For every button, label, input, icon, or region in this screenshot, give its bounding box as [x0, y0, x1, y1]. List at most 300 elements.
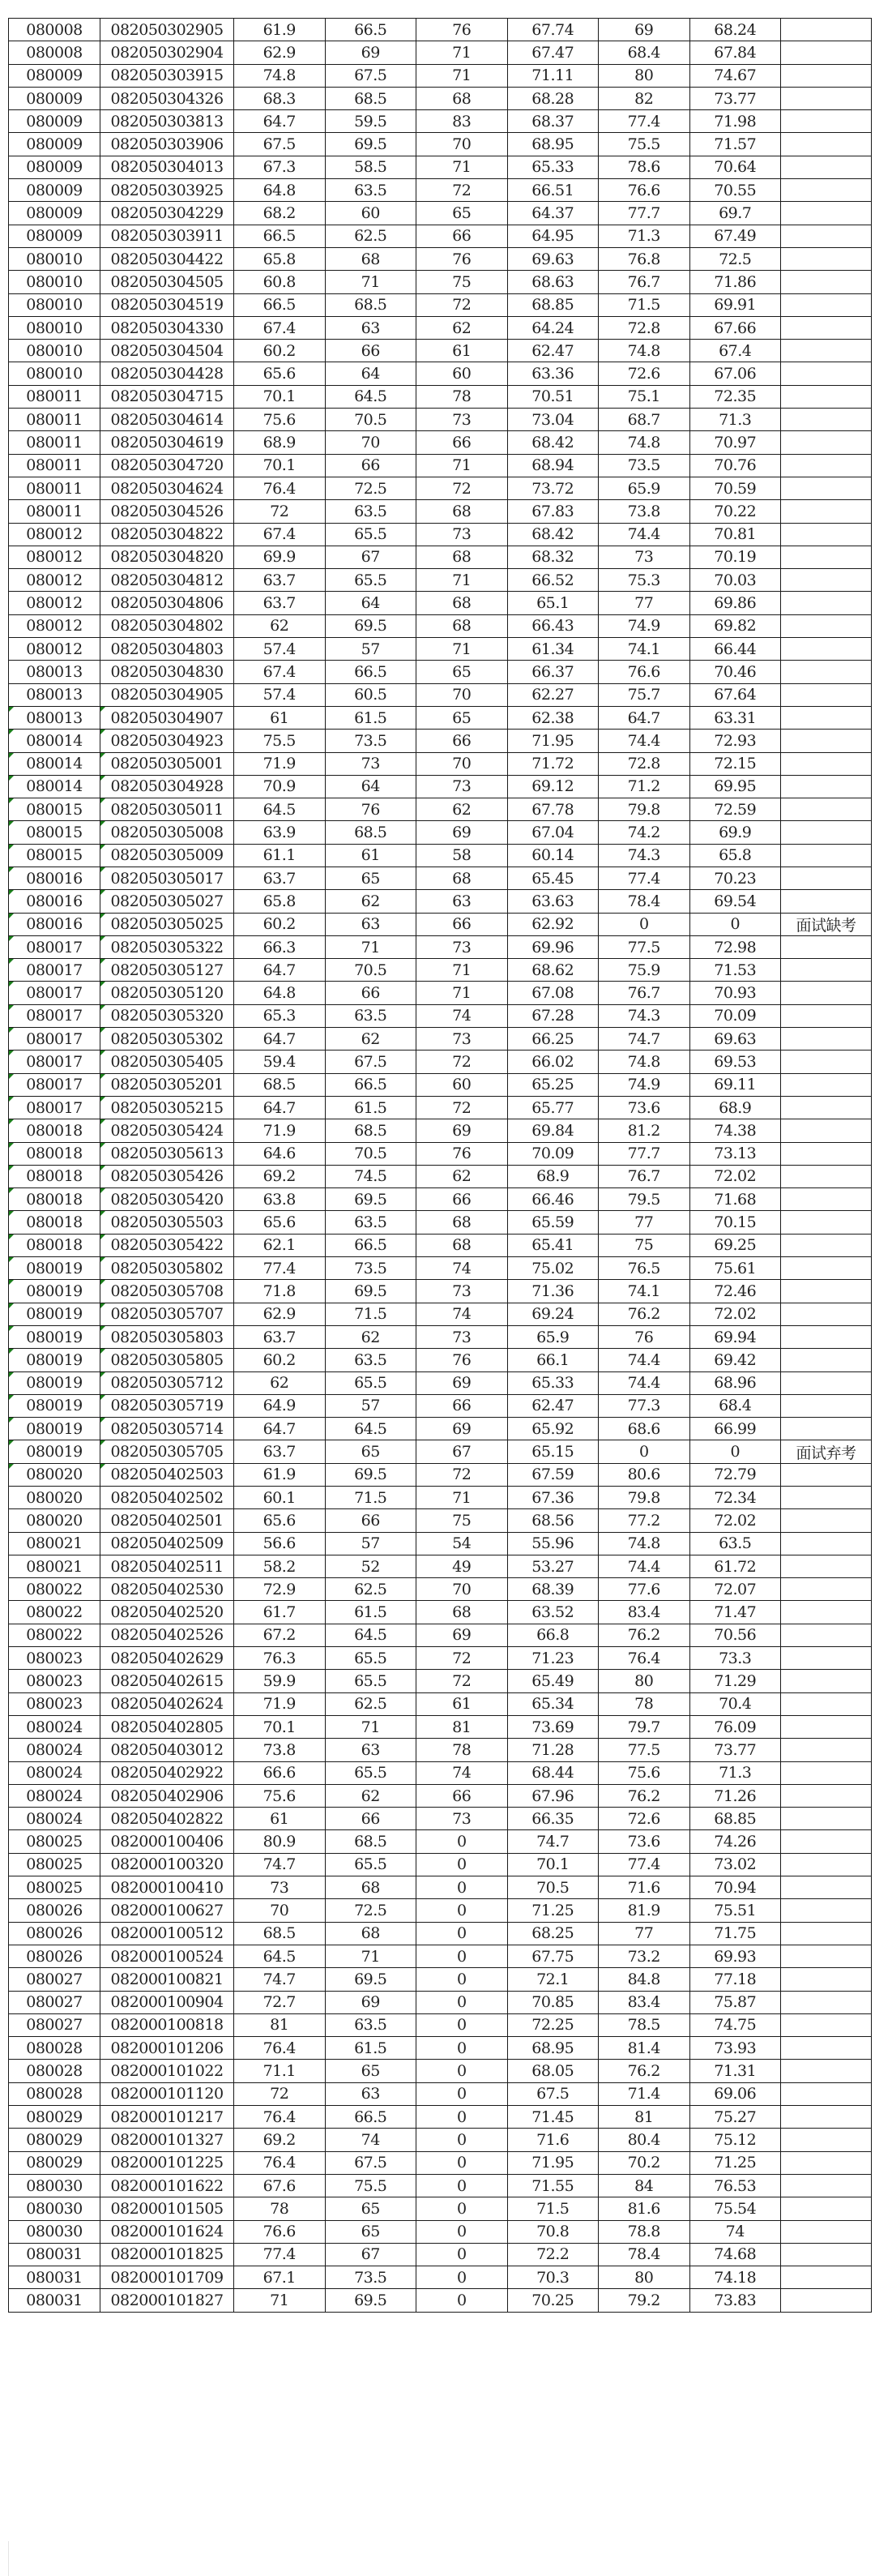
remark-cell[interactable]: [781, 2174, 872, 2197]
score-c-cell[interactable]: 74: [416, 1303, 508, 1325]
exam-number-cell[interactable]: 082050402526: [100, 1624, 234, 1646]
exam-number-cell[interactable]: 082050402509: [100, 1532, 234, 1555]
score-c-cell[interactable]: 0: [416, 2220, 508, 2243]
score-b-cell[interactable]: 74: [325, 2129, 416, 2151]
interview-score-cell[interactable]: 74.7: [599, 1028, 690, 1051]
score-c-cell[interactable]: 62: [416, 1165, 508, 1187]
interview-score-cell[interactable]: 0: [599, 1440, 690, 1463]
score-a-cell[interactable]: 76.4: [234, 2037, 326, 2060]
score-b-cell[interactable]: 65.5: [325, 523, 416, 546]
remark-cell[interactable]: [781, 202, 872, 225]
position-code-cell[interactable]: 080015: [9, 821, 100, 844]
final-total-cell[interactable]: 69.95: [689, 775, 781, 798]
remark-cell[interactable]: [781, 247, 872, 270]
final-total-cell[interactable]: 71.31: [689, 2060, 781, 2082]
remark-cell[interactable]: [781, 179, 872, 202]
written-total-cell[interactable]: 70.1: [507, 1853, 599, 1876]
final-total-cell[interactable]: 70.46: [689, 661, 781, 683]
interview-score-cell[interactable]: 76.7: [599, 982, 690, 1004]
remark-cell[interactable]: [781, 1096, 872, 1119]
score-a-cell[interactable]: 60.2: [234, 1349, 326, 1371]
interview-score-cell[interactable]: 76.4: [599, 1647, 690, 1670]
score-b-cell[interactable]: 65.5: [325, 1761, 416, 1784]
score-c-cell[interactable]: 73: [416, 1028, 508, 1051]
remark-cell[interactable]: [781, 2037, 872, 2060]
final-total-cell[interactable]: 71.75: [689, 1922, 781, 1945]
remark-cell[interactable]: [781, 1808, 872, 1830]
position-code-cell[interactable]: 080015: [9, 844, 100, 867]
score-c-cell[interactable]: 72: [416, 1051, 508, 1073]
final-total-cell[interactable]: 76.09: [689, 1715, 781, 1738]
position-code-cell[interactable]: 080017: [9, 1004, 100, 1027]
exam-number-cell[interactable]: 082000101120: [100, 2082, 234, 2105]
remark-cell[interactable]: [781, 1739, 872, 1761]
score-b-cell[interactable]: 64: [325, 592, 416, 614]
score-c-cell[interactable]: 0: [416, 2037, 508, 2060]
interview-score-cell[interactable]: 73.5: [599, 454, 690, 477]
score-b-cell[interactable]: 63.5: [325, 2013, 416, 2036]
exam-number-cell[interactable]: 082050305302: [100, 1028, 234, 1051]
score-c-cell[interactable]: 0: [416, 1922, 508, 1945]
score-c-cell[interactable]: 0: [416, 2266, 508, 2289]
score-b-cell[interactable]: 58.5: [325, 156, 416, 178]
written-total-cell[interactable]: 70.85: [507, 1991, 599, 2013]
exam-number-cell[interactable]: 082050402502: [100, 1487, 234, 1509]
score-a-cell[interactable]: 67.4: [234, 661, 326, 683]
score-c-cell[interactable]: 62: [416, 798, 508, 821]
position-code-cell[interactable]: 080010: [9, 247, 100, 270]
position-code-cell[interactable]: 080030: [9, 2174, 100, 2197]
score-a-cell[interactable]: 62: [234, 614, 326, 637]
score-b-cell[interactable]: 71.5: [325, 1487, 416, 1509]
final-total-cell[interactable]: 67.84: [689, 41, 781, 64]
score-c-cell[interactable]: 65: [416, 202, 508, 225]
interview-score-cell[interactable]: 73.6: [599, 1830, 690, 1853]
score-b-cell[interactable]: 67: [325, 546, 416, 568]
score-b-cell[interactable]: 62: [325, 890, 416, 913]
score-a-cell[interactable]: 60.8: [234, 271, 326, 293]
final-total-cell[interactable]: 70.19: [689, 546, 781, 568]
score-c-cell[interactable]: 76: [416, 1142, 508, 1165]
remark-cell[interactable]: [781, 1830, 872, 1853]
written-total-cell[interactable]: 62.47: [507, 340, 599, 362]
position-code-cell[interactable]: 080031: [9, 2243, 100, 2266]
score-c-cell[interactable]: 75: [416, 271, 508, 293]
final-total-cell[interactable]: 0: [689, 913, 781, 935]
position-code-cell[interactable]: 080030: [9, 2197, 100, 2220]
score-a-cell[interactable]: 74.7: [234, 1853, 326, 1876]
score-a-cell[interactable]: 66.6: [234, 1761, 326, 1784]
position-code-cell[interactable]: 080018: [9, 1188, 100, 1211]
score-a-cell[interactable]: 63.7: [234, 867, 326, 889]
exam-number-cell[interactable]: 082050305714: [100, 1418, 234, 1440]
score-c-cell[interactable]: 69: [416, 1371, 508, 1394]
final-total-cell[interactable]: 72.5: [689, 247, 781, 270]
written-total-cell[interactable]: 65.77: [507, 1096, 599, 1119]
final-total-cell[interactable]: 73.3: [689, 1647, 781, 1670]
interview-score-cell[interactable]: 76.6: [599, 661, 690, 683]
position-code-cell[interactable]: 080019: [9, 1394, 100, 1417]
position-code-cell[interactable]: 080014: [9, 730, 100, 752]
final-total-cell[interactable]: 72.35: [689, 385, 781, 408]
remark-cell[interactable]: [781, 1051, 872, 1073]
final-total-cell[interactable]: 72.02: [689, 1303, 781, 1325]
final-total-cell[interactable]: 66.44: [689, 638, 781, 661]
final-total-cell[interactable]: 70.15: [689, 1211, 781, 1234]
score-a-cell[interactable]: 67.1: [234, 2266, 326, 2289]
final-total-cell[interactable]: 67.49: [689, 225, 781, 247]
score-c-cell[interactable]: 68: [416, 592, 508, 614]
exam-number-cell[interactable]: 082050304715: [100, 385, 234, 408]
score-c-cell[interactable]: 68: [416, 867, 508, 889]
written-total-cell[interactable]: 70.3: [507, 2266, 599, 2289]
remark-cell[interactable]: 面试缺考: [781, 913, 872, 935]
position-code-cell[interactable]: 080031: [9, 2266, 100, 2289]
score-a-cell[interactable]: 77.4: [234, 1257, 326, 1280]
written-total-cell[interactable]: 65.92: [507, 1418, 599, 1440]
position-code-cell[interactable]: 080012: [9, 638, 100, 661]
score-c-cell[interactable]: 68: [416, 546, 508, 568]
score-c-cell[interactable]: 74: [416, 1761, 508, 1784]
written-total-cell[interactable]: 66.35: [507, 1808, 599, 1830]
written-total-cell[interactable]: 65.1: [507, 592, 599, 614]
score-a-cell[interactable]: 58.2: [234, 1555, 326, 1577]
score-c-cell[interactable]: 73: [416, 1280, 508, 1303]
position-code-cell[interactable]: 080019: [9, 1418, 100, 1440]
interview-score-cell[interactable]: 77: [599, 1922, 690, 1945]
position-code-cell[interactable]: 080017: [9, 959, 100, 982]
written-total-cell[interactable]: 65.9: [507, 1325, 599, 1348]
interview-score-cell[interactable]: 74.4: [599, 1371, 690, 1394]
remark-cell[interactable]: [781, 1991, 872, 2013]
position-code-cell[interactable]: 080011: [9, 409, 100, 431]
remark-cell[interactable]: [781, 730, 872, 752]
score-b-cell[interactable]: 60.5: [325, 683, 416, 706]
position-code-cell[interactable]: 080013: [9, 683, 100, 706]
remark-cell[interactable]: [781, 454, 872, 477]
final-total-cell[interactable]: 70.64: [689, 156, 781, 178]
final-total-cell[interactable]: 71.26: [689, 1784, 781, 1807]
exam-number-cell[interactable]: 082000100627: [100, 1899, 234, 1922]
position-code-cell[interactable]: 080012: [9, 523, 100, 546]
exam-number-cell[interactable]: 082050305011: [100, 798, 234, 821]
exam-number-cell[interactable]: 082000100410: [100, 1876, 234, 1899]
position-code-cell[interactable]: 080020: [9, 1463, 100, 1486]
exam-number-cell[interactable]: 082050302904: [100, 41, 234, 64]
written-total-cell[interactable]: 68.95: [507, 2037, 599, 2060]
interview-score-cell[interactable]: 72.8: [599, 752, 690, 775]
score-b-cell[interactable]: 70.5: [325, 959, 416, 982]
remark-cell[interactable]: [781, 1670, 872, 1692]
exam-number-cell[interactable]: 082050305008: [100, 821, 234, 844]
final-total-cell[interactable]: 72.79: [689, 1463, 781, 1486]
exam-number-cell[interactable]: 082050305424: [100, 1119, 234, 1142]
score-a-cell[interactable]: 66.3: [234, 935, 326, 958]
exam-number-cell[interactable]: 082050304928: [100, 775, 234, 798]
exam-number-cell[interactable]: 082050305322: [100, 935, 234, 958]
interview-score-cell[interactable]: 77.4: [599, 110, 690, 133]
remark-cell[interactable]: [781, 2289, 872, 2312]
final-total-cell[interactable]: 72.34: [689, 1487, 781, 1509]
exam-number-cell[interactable]: 082000100904: [100, 1991, 234, 2013]
final-total-cell[interactable]: 71.29: [689, 1670, 781, 1692]
score-b-cell[interactable]: 59.5: [325, 110, 416, 133]
score-b-cell[interactable]: 63: [325, 2082, 416, 2105]
score-b-cell[interactable]: 66.5: [325, 2106, 416, 2129]
score-a-cell[interactable]: 69.9: [234, 546, 326, 568]
written-total-cell[interactable]: 72.2: [507, 2243, 599, 2266]
score-b-cell[interactable]: 68: [325, 1922, 416, 1945]
remark-cell[interactable]: [781, 1601, 872, 1624]
position-code-cell[interactable]: 080023: [9, 1670, 100, 1692]
interview-score-cell[interactable]: 76: [599, 1325, 690, 1348]
remark-cell[interactable]: [781, 1647, 872, 1670]
score-b-cell[interactable]: 73: [325, 752, 416, 775]
interview-score-cell[interactable]: 77.5: [599, 935, 690, 958]
remark-cell[interactable]: [781, 1715, 872, 1738]
written-total-cell[interactable]: 68.56: [507, 1509, 599, 1532]
score-a-cell[interactable]: 74.8: [234, 64, 326, 87]
remark-cell[interactable]: [781, 523, 872, 546]
interview-score-cell[interactable]: 75.6: [599, 1761, 690, 1784]
exam-number-cell[interactable]: 082050304907: [100, 706, 234, 729]
score-a-cell[interactable]: 75.6: [234, 409, 326, 431]
exam-number-cell[interactable]: 082050402629: [100, 1647, 234, 1670]
position-code-cell[interactable]: 080012: [9, 546, 100, 568]
score-b-cell[interactable]: 72.5: [325, 477, 416, 499]
position-code-cell[interactable]: 080030: [9, 2220, 100, 2243]
written-total-cell[interactable]: 70.8: [507, 2220, 599, 2243]
exam-number-cell[interactable]: 082050305805: [100, 1349, 234, 1371]
remark-cell[interactable]: [781, 935, 872, 958]
score-a-cell[interactable]: 74.7: [234, 1968, 326, 1991]
interview-score-cell[interactable]: 70.2: [599, 2151, 690, 2174]
position-code-cell[interactable]: 080025: [9, 1876, 100, 1899]
final-total-cell[interactable]: 69.91: [689, 293, 781, 316]
position-code-cell[interactable]: 080029: [9, 2151, 100, 2174]
score-a-cell[interactable]: 69.2: [234, 2129, 326, 2151]
interview-score-cell[interactable]: 75.5: [599, 133, 690, 156]
position-code-cell[interactable]: 080009: [9, 225, 100, 247]
remark-cell[interactable]: [781, 2106, 872, 2129]
position-code-cell[interactable]: 080015: [9, 798, 100, 821]
position-code-cell[interactable]: 080009: [9, 110, 100, 133]
interview-score-cell[interactable]: 74.3: [599, 844, 690, 867]
exam-number-cell[interactable]: 082050402906: [100, 1784, 234, 1807]
remark-cell[interactable]: [781, 1325, 872, 1348]
exam-number-cell[interactable]: 082050303925: [100, 179, 234, 202]
written-total-cell[interactable]: 61.34: [507, 638, 599, 661]
score-a-cell[interactable]: 64.7: [234, 1096, 326, 1119]
score-a-cell[interactable]: 67.3: [234, 156, 326, 178]
score-a-cell[interactable]: 72: [234, 2082, 326, 2105]
score-c-cell[interactable]: 65: [416, 661, 508, 683]
interview-score-cell[interactable]: 76.6: [599, 179, 690, 202]
written-total-cell[interactable]: 65.59: [507, 1211, 599, 1234]
remark-cell[interactable]: [781, 1692, 872, 1715]
score-b-cell[interactable]: 65.5: [325, 569, 416, 592]
exam-number-cell[interactable]: 082050402624: [100, 1692, 234, 1715]
score-c-cell[interactable]: 66: [416, 913, 508, 935]
score-c-cell[interactable]: 0: [416, 1899, 508, 1922]
final-total-cell[interactable]: 73.77: [689, 1739, 781, 1761]
remark-cell[interactable]: [781, 1234, 872, 1256]
score-a-cell[interactable]: 76.4: [234, 2106, 326, 2129]
score-c-cell[interactable]: 68: [416, 500, 508, 523]
score-c-cell[interactable]: 72: [416, 1670, 508, 1692]
interview-score-cell[interactable]: 80: [599, 2266, 690, 2289]
score-b-cell[interactable]: 65: [325, 867, 416, 889]
written-total-cell[interactable]: 68.63: [507, 271, 599, 293]
position-code-cell[interactable]: 080023: [9, 1647, 100, 1670]
position-code-cell[interactable]: 080016: [9, 867, 100, 889]
exam-number-cell[interactable]: 082050304803: [100, 638, 234, 661]
final-total-cell[interactable]: 71.25: [689, 2151, 781, 2174]
final-total-cell[interactable]: 72.59: [689, 798, 781, 821]
exam-number-cell[interactable]: 082050304806: [100, 592, 234, 614]
written-total-cell[interactable]: 67.75: [507, 1945, 599, 1967]
exam-number-cell[interactable]: 082050305503: [100, 1211, 234, 1234]
exam-number-cell[interactable]: 082050305420: [100, 1188, 234, 1211]
remark-cell[interactable]: [781, 1578, 872, 1601]
score-b-cell[interactable]: 63.5: [325, 500, 416, 523]
position-code-cell[interactable]: 080010: [9, 316, 100, 339]
score-a-cell[interactable]: 72.7: [234, 1991, 326, 2013]
score-b-cell[interactable]: 68.5: [325, 821, 416, 844]
score-b-cell[interactable]: 68: [325, 247, 416, 270]
final-total-cell[interactable]: 71.47: [689, 1601, 781, 1624]
score-c-cell[interactable]: 66: [416, 1188, 508, 1211]
position-code-cell[interactable]: 080010: [9, 340, 100, 362]
remark-cell[interactable]: [781, 546, 872, 568]
written-total-cell[interactable]: 53.27: [507, 1555, 599, 1577]
final-total-cell[interactable]: 74.68: [689, 2243, 781, 2266]
interview-score-cell[interactable]: 74.8: [599, 431, 690, 454]
score-a-cell[interactable]: 60.2: [234, 340, 326, 362]
score-a-cell[interactable]: 62.9: [234, 41, 326, 64]
score-a-cell[interactable]: 65.6: [234, 362, 326, 385]
interview-score-cell[interactable]: 73: [599, 546, 690, 568]
written-total-cell[interactable]: 66.02: [507, 1051, 599, 1073]
remark-cell[interactable]: [781, 867, 872, 889]
position-code-cell[interactable]: 080026: [9, 1945, 100, 1967]
remark-cell[interactable]: [781, 1188, 872, 1211]
written-total-cell[interactable]: 71.55: [507, 2174, 599, 2197]
interview-score-cell[interactable]: 83.4: [599, 1601, 690, 1624]
score-a-cell[interactable]: 63.7: [234, 1440, 326, 1463]
interview-score-cell[interactable]: 74.4: [599, 730, 690, 752]
score-a-cell[interactable]: 80.9: [234, 1830, 326, 1853]
score-c-cell[interactable]: 69: [416, 1624, 508, 1646]
final-total-cell[interactable]: 67.06: [689, 362, 781, 385]
position-code-cell[interactable]: 080009: [9, 133, 100, 156]
exam-number-cell[interactable]: 082050302905: [100, 19, 234, 41]
remark-cell[interactable]: [781, 500, 872, 523]
exam-number-cell[interactable]: 082050402805: [100, 1715, 234, 1738]
position-code-cell[interactable]: 080016: [9, 913, 100, 935]
score-b-cell[interactable]: 69: [325, 41, 416, 64]
score-c-cell[interactable]: 66: [416, 730, 508, 752]
score-c-cell[interactable]: 73: [416, 409, 508, 431]
position-code-cell[interactable]: 080011: [9, 477, 100, 499]
score-a-cell[interactable]: 71.9: [234, 1692, 326, 1715]
interview-score-cell[interactable]: 84: [599, 2174, 690, 2197]
remark-cell[interactable]: [781, 982, 872, 1004]
score-a-cell[interactable]: 65.8: [234, 247, 326, 270]
written-total-cell[interactable]: 75.02: [507, 1257, 599, 1280]
remark-cell[interactable]: [781, 19, 872, 41]
written-total-cell[interactable]: 67.5: [507, 2082, 599, 2105]
exam-number-cell[interactable]: 082050305027: [100, 890, 234, 913]
final-total-cell[interactable]: 73.93: [689, 2037, 781, 2060]
score-a-cell[interactable]: 71.9: [234, 752, 326, 775]
position-code-cell[interactable]: 080016: [9, 890, 100, 913]
score-c-cell[interactable]: 72: [416, 179, 508, 202]
exam-number-cell[interactable]: 082050304830: [100, 661, 234, 683]
score-c-cell[interactable]: 76: [416, 247, 508, 270]
position-code-cell[interactable]: 080028: [9, 2060, 100, 2082]
remark-cell[interactable]: [781, 569, 872, 592]
remark-cell[interactable]: [781, 1968, 872, 1991]
final-total-cell[interactable]: 71.57: [689, 133, 781, 156]
score-b-cell[interactable]: 63.5: [325, 1211, 416, 1234]
position-code-cell[interactable]: 080025: [9, 1830, 100, 1853]
exam-number-cell[interactable]: 082050305001: [100, 752, 234, 775]
position-code-cell[interactable]: 080017: [9, 1051, 100, 1073]
remark-cell[interactable]: [781, 775, 872, 798]
written-total-cell[interactable]: 64.24: [507, 316, 599, 339]
score-b-cell[interactable]: 73.5: [325, 730, 416, 752]
score-a-cell[interactable]: 65.8: [234, 890, 326, 913]
score-c-cell[interactable]: 71: [416, 569, 508, 592]
score-c-cell[interactable]: 0: [416, 2082, 508, 2105]
score-c-cell[interactable]: 75: [416, 1509, 508, 1532]
score-c-cell[interactable]: 71: [416, 1487, 508, 1509]
interview-score-cell[interactable]: 78.6: [599, 156, 690, 178]
score-b-cell[interactable]: 69: [325, 1991, 416, 2013]
position-code-cell[interactable]: 080017: [9, 982, 100, 1004]
score-c-cell[interactable]: 73: [416, 523, 508, 546]
interview-score-cell[interactable]: 71.4: [599, 2082, 690, 2105]
score-a-cell[interactable]: 67.4: [234, 523, 326, 546]
written-total-cell[interactable]: 70.51: [507, 385, 599, 408]
position-code-cell[interactable]: 080018: [9, 1119, 100, 1142]
score-b-cell[interactable]: 66.5: [325, 661, 416, 683]
remark-cell[interactable]: [781, 1624, 872, 1646]
written-total-cell[interactable]: 68.62: [507, 959, 599, 982]
exam-number-cell[interactable]: 082050305201: [100, 1073, 234, 1096]
final-total-cell[interactable]: 69.63: [689, 1028, 781, 1051]
remark-cell[interactable]: [781, 2197, 872, 2220]
written-total-cell[interactable]: 65.45: [507, 867, 599, 889]
final-total-cell[interactable]: 68.24: [689, 19, 781, 41]
exam-number-cell[interactable]: 082050304820: [100, 546, 234, 568]
remark-cell[interactable]: [781, 1555, 872, 1577]
exam-number-cell[interactable]: 082050303915: [100, 64, 234, 87]
score-c-cell[interactable]: 0: [416, 1991, 508, 2013]
score-c-cell[interactable]: 49: [416, 1555, 508, 1577]
interview-score-cell[interactable]: 76.2: [599, 2060, 690, 2082]
position-code-cell[interactable]: 080010: [9, 271, 100, 293]
written-total-cell[interactable]: 67.74: [507, 19, 599, 41]
interview-score-cell[interactable]: 76.8: [599, 247, 690, 270]
remark-cell[interactable]: [781, 64, 872, 87]
final-total-cell[interactable]: 69.53: [689, 1051, 781, 1073]
exam-number-cell[interactable]: 082050304504: [100, 340, 234, 362]
interview-score-cell[interactable]: 74.4: [599, 523, 690, 546]
score-b-cell[interactable]: 65.5: [325, 1670, 416, 1692]
interview-score-cell[interactable]: 73.6: [599, 1096, 690, 1119]
